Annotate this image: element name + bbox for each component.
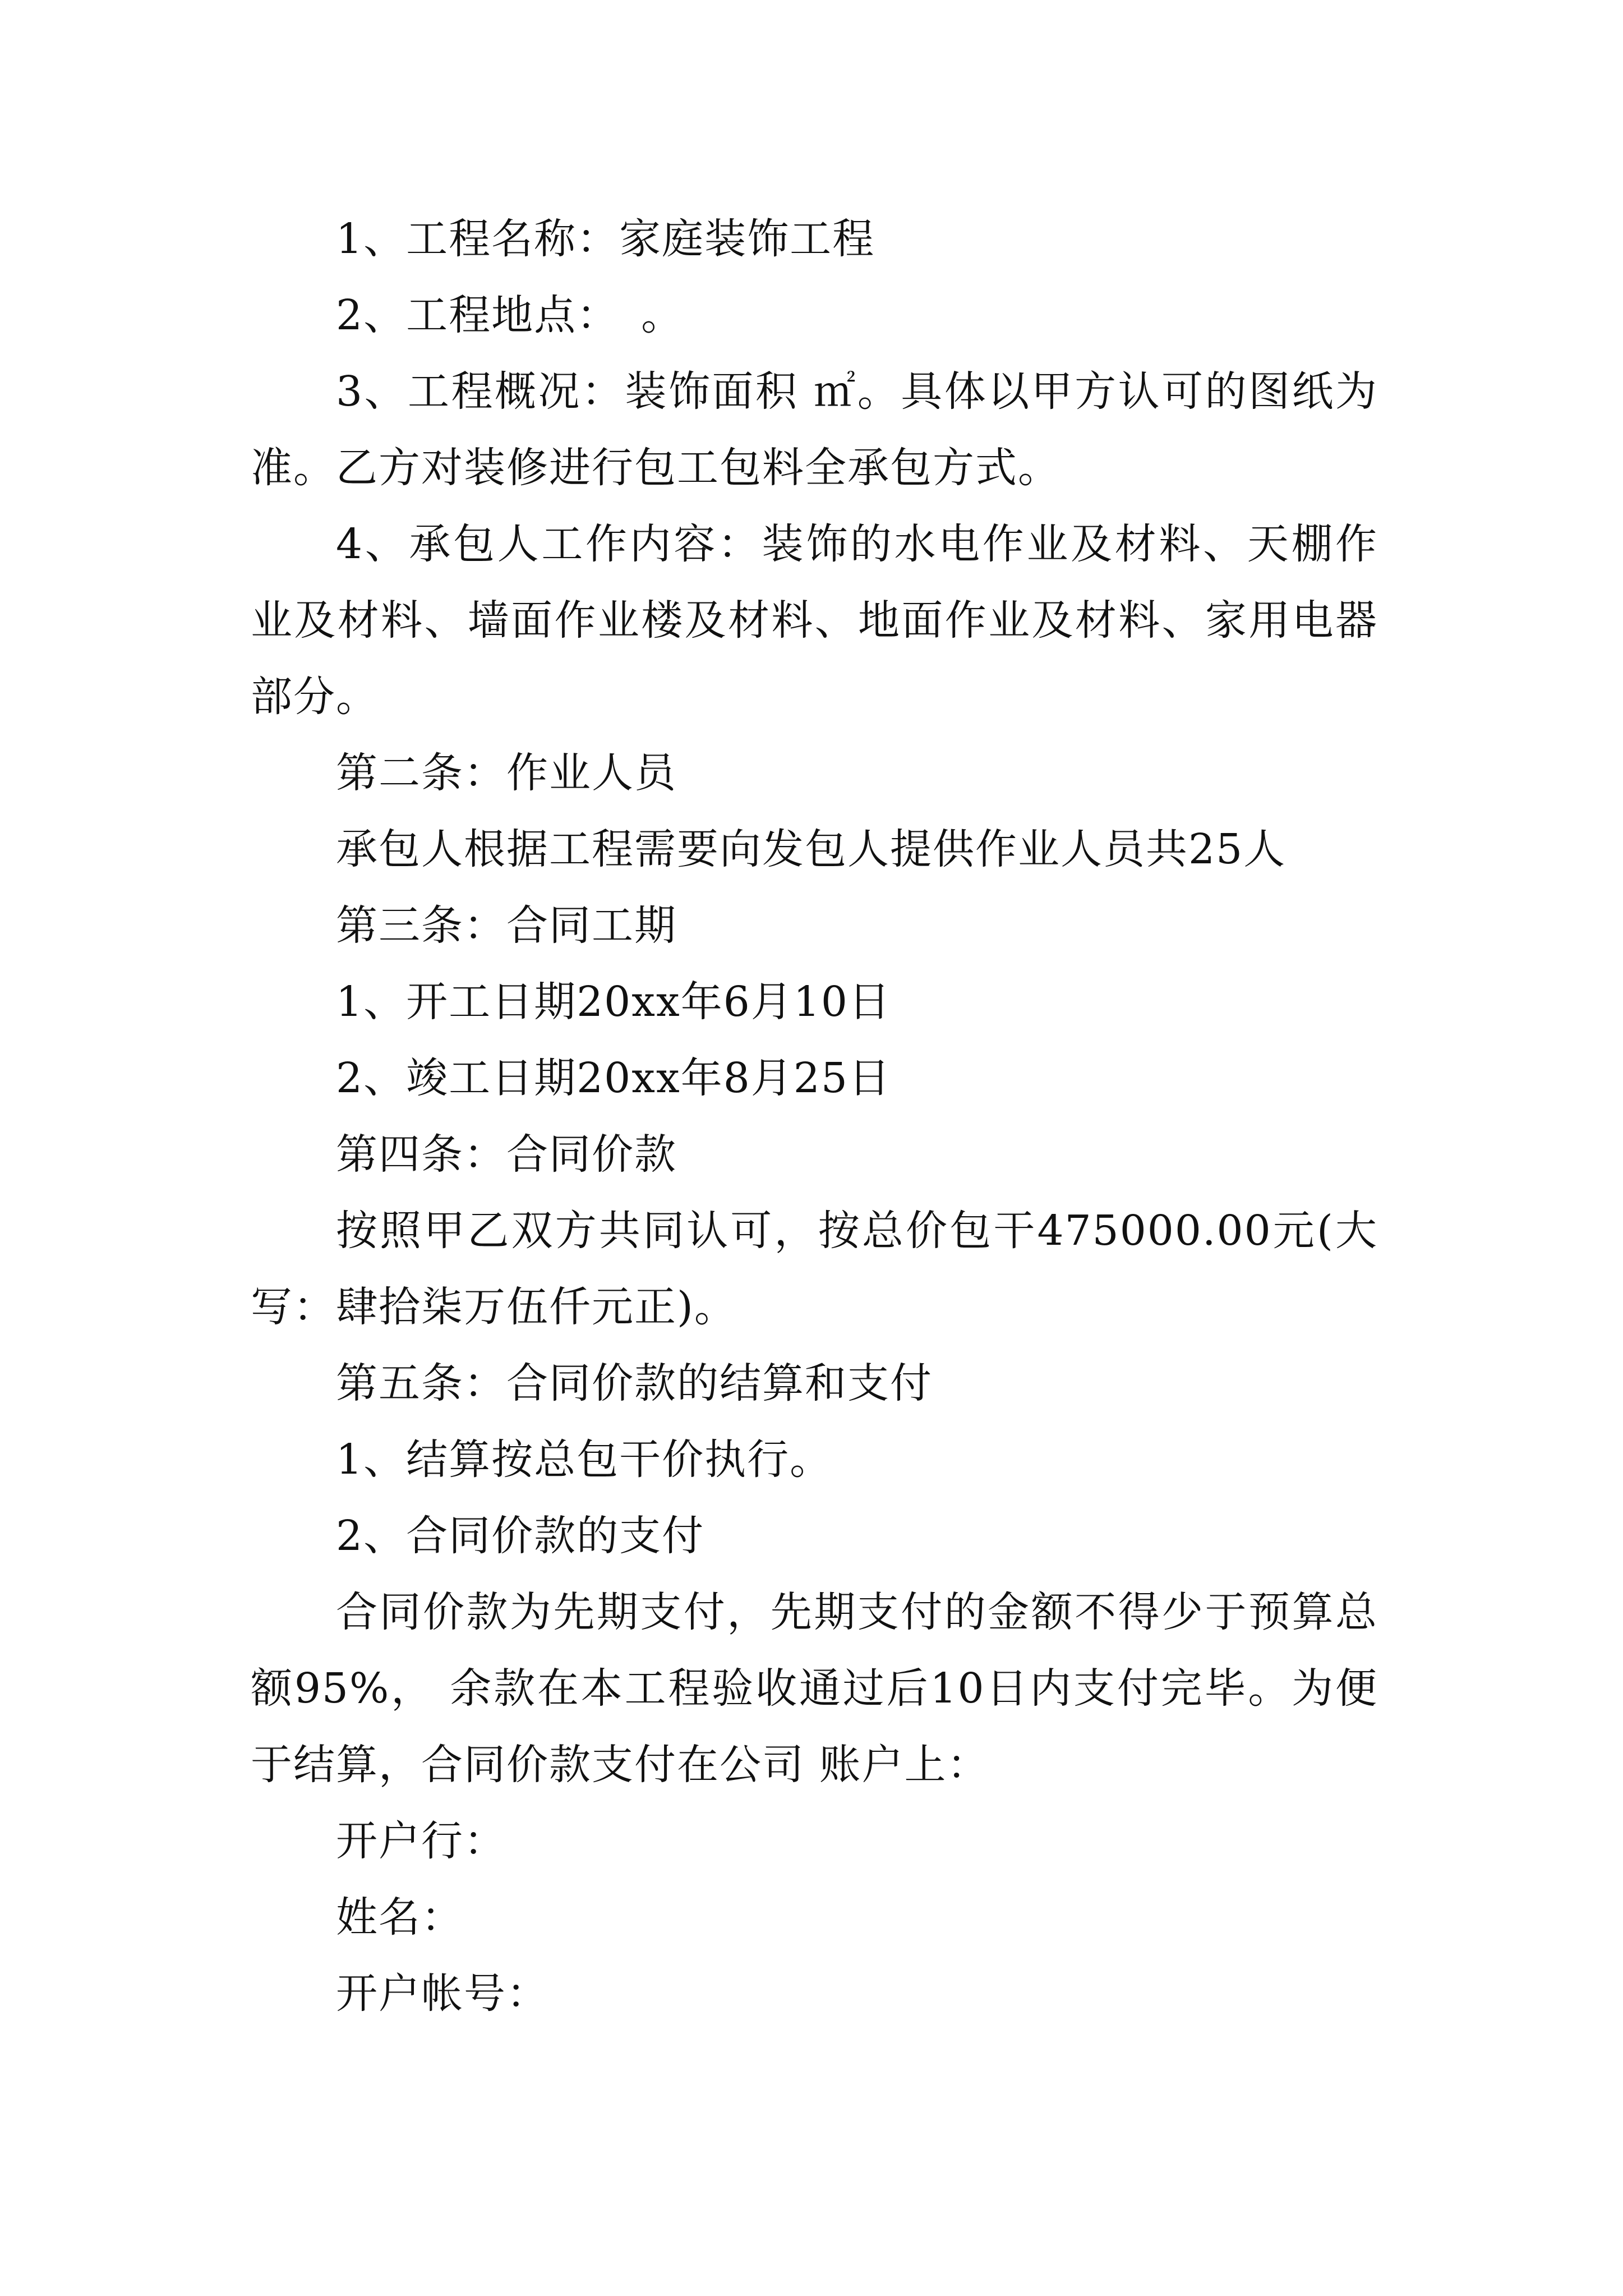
article-2-staff-text: 承包人根据工程需要向发包人提供作业人员共25人 [336, 825, 1287, 873]
completion-date-text: 2、竣工日期20xx年8月25日 [336, 1054, 891, 1102]
article-3-heading: 第三条：合同工期 [336, 901, 677, 950]
payment-terms-text: 合同价款为先期支付，先期支付的金额不得少于预算总额95%， 余款在本工程验收通过后10日内支付完毕。为便于结算，合同价款支付在公司 账户上： [251, 1588, 1378, 1789]
payment-heading: 2、合同价款的支付 [336, 1512, 705, 1560]
start-date-text: 1、开工日期20xx年6月10日 [336, 978, 891, 1026]
settlement-text: 1、结算按总包干价执行。 [336, 1435, 833, 1484]
article-4-heading: 第四条：合同价款 [336, 1130, 677, 1179]
clause-project-location: 2、工程地点： 。 [336, 291, 684, 339]
contract-price-text: 按照甲乙双方共同认可，按总价包干475000.00元(大写：肆拾柒万伍仟元正)。 [251, 1207, 1378, 1331]
clause-contractor-scope: 4、承包人工作内容：装饰的水电作业及材料、天棚作业及材料、墙面作业楼及材料、地面作业及材料、家用电器部分。 [251, 520, 1378, 721]
clause-project-name: 1、工程名称：家庭装饰工程 [336, 215, 875, 263]
clause-project-overview: 3、工程概况：装饰面积 ㎡。具体以甲方认可的图纸为准。乙方对装修进行包工包料全承包方式。 [251, 367, 1378, 492]
document-body [251, 201, 1378, 2032]
account-number-label: 开户帐号： [336, 1970, 549, 2018]
bank-label: 开户行： [336, 1817, 506, 1865]
article-2-heading: 第二条：作业人员 [336, 749, 677, 797]
article-5-heading: 第五条：合同价款的结算和支付 [336, 1359, 933, 1407]
account-name-label: 姓名： [336, 1893, 464, 1941]
